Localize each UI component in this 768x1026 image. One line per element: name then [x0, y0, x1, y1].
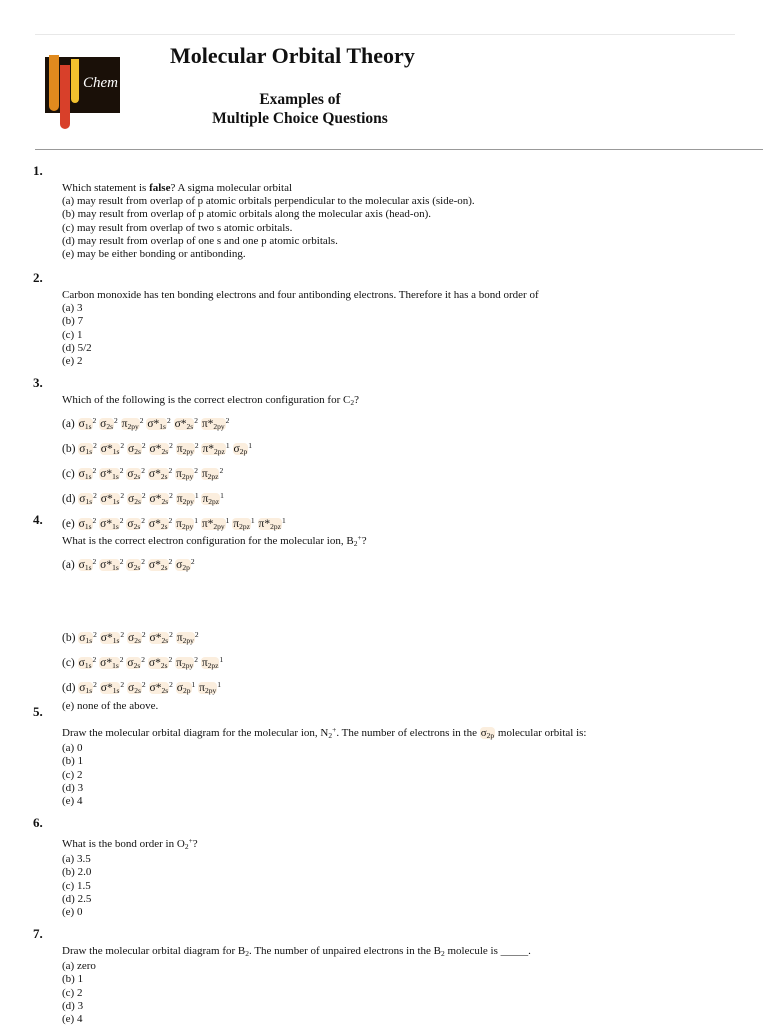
question-stem: Which of the following is the correct electron configuration for $C_2$? [62, 394, 359, 407]
answer-option-b: (b) 7 [62, 315, 84, 328]
answer-option-b: (b) 2.0 [62, 866, 92, 879]
question-number: 4. [33, 512, 43, 527]
question-4 [33, 512, 753, 577]
answer-option-d: (d) 5/2 [62, 341, 92, 354]
chem-logo [45, 55, 121, 131]
question-stem: What is the correct electron configuration for the molecular ion, $B_2^+$? [62, 533, 367, 548]
answer-option-a: (a) 3 [62, 302, 83, 315]
answer-option-b: (b) may result from overlap of p atomic orbitals along the molecular axis (head-on). [62, 208, 431, 221]
question-number: 2. [33, 270, 43, 285]
page-subtitle-line1: Examples of [259, 91, 341, 108]
answer-option-a: (a) may result from overlap of p atomic orbitals perpendicular to the molecular axis (side-on). [62, 195, 475, 208]
question-number: 3. [33, 375, 43, 390]
test-tube-icon [49, 55, 59, 111]
answer-option-a: (a) $\sigma_{1s}^2$ $\sigma*_{1s}^2$ $\sigma_{2s}^2$ $\sigma*_{2s}^2$ $\sigma_{2p}^2$ [62, 557, 195, 573]
question-4-options-continued [33, 620, 753, 713]
header-divider [35, 149, 763, 150]
answer-option-c: (c) 1 [62, 328, 83, 341]
answer-option-e: (e) none of the above. [62, 700, 159, 712]
answer-option-c: (c) $\sigma_{1s}^2$ $\sigma*_{1s}^2$ $\sigma_{2s}^2$ $\sigma*_{2s}^2$ $\pi_{2py}^2$ $\pi_{2pz}^1$ [62, 655, 224, 670]
answer-option-d: (d) may result from overlap of one s and one p atomic orbitals. [62, 234, 338, 247]
question-7 [33, 926, 753, 1026]
question-stem: What is the bond order in $O_2^+$? [62, 836, 198, 851]
top-divider [35, 34, 735, 35]
answer-option-a: (a) 0 [62, 742, 83, 755]
answer-option-e: (e) 4 [62, 1013, 83, 1026]
answer-option-b: (b) $\sigma_{1s}^2$ $\sigma*_{1s}^2$ $\sigma_{2s}^2$ $\sigma*_{2s}^2$ $\pi_{2py}^2$ $\pi*_{2pz}^1$ $\sigma_{2p}^1$ [62, 441, 252, 457]
answer-option-a: (a) $\sigma_{1s}^2$ $\sigma_{2s}^2$ $\pi_{2py}^2$ $\sigma*_{1s}^2$ $\sigma*_{2s}^2$ $\pi*_{2py}^2$ [62, 416, 230, 432]
question-stem: Draw the molecular orbital diagram for $B_2$. The number of unpaired electrons in the $B_2$ molecule is _____. [62, 945, 531, 958]
page-title: Molecular Orbital Theory [170, 43, 415, 68]
question-number: 6. [33, 815, 43, 830]
question-number: 7. [33, 926, 43, 941]
answer-option-b: (b) 1 [62, 973, 84, 986]
question-body [62, 182, 753, 261]
answer-option-e: (e) may be either bonding or antibonding. [62, 248, 246, 261]
question-body [62, 723, 753, 808]
answer-option-e: (e) 4 [62, 795, 83, 808]
question-5 [33, 704, 753, 808]
answer-option-c: (c) 2 [62, 768, 83, 781]
question-body [62, 834, 753, 919]
question-body [62, 531, 753, 577]
question-6 [33, 815, 753, 919]
answer-option-b: (b) 1 [62, 755, 84, 768]
question-stem: Which statement is false? A sigma molecular orbital [62, 182, 293, 194]
question-number: 5. [33, 704, 43, 719]
answer-option-e: (e) 0 [62, 906, 83, 919]
answer-option-d: (d) 3 [62, 999, 84, 1012]
question-body [62, 289, 753, 368]
answer-option-d: (d) 2.5 [62, 892, 92, 905]
question-stem: Carbon monoxide has ten bonding electrons and four antibonding electrons. Therefore it has a bond order of [62, 289, 539, 301]
answer-option-c: (c) $\sigma_{1s}^2$ $\sigma*_{1s}^2$ $\sigma_{2s}^2$ $\sigma*_{2s}^2$ $\pi_{2py}^2$ $\pi_{2pz}^2$ [62, 466, 224, 482]
question-stem: Draw the molecular orbital diagram for the molecular ion, $N_2^+$. The number of electrons in the $\sigma_{2p}$ molecular orbital is: [62, 725, 587, 740]
answer-option-c: (c) 1.5 [62, 879, 91, 892]
logo-text: Chem [83, 75, 118, 91]
question-body [62, 945, 753, 1026]
question-number: 1. [33, 163, 43, 178]
answer-option-e: (e) $\sigma_{1s}^2$ $\sigma*_{1s}^2$ $\sigma_{2s}^2$ $\sigma*_{2s}^2$ $\pi_{2py}^1$ $\pi*_{2py}^1$ $\pi_{2pz}^1$ $\pi*_{2pz}^1$ [62, 516, 286, 532]
answer-option-d: (d) $\sigma_{1s}^2$ $\sigma*_{1s}^2$ $\sigma_{2s}^2$ $\sigma*_{2s}^2$ $\sigma_{2p}^1$ $\pi_{2py}^1$ [62, 680, 221, 695]
answer-option-c: (c) may result from overlap of two s atomic orbitals. [62, 221, 293, 234]
question-2 [33, 270, 753, 368]
answer-option-d: (d) $\sigma_{1s}^2$ $\sigma*_{1s}^2$ $\sigma_{2s}^2$ $\sigma*_{2s}^2$ $\pi_{2py}^1$ $\pi_{2pz}^1$ [62, 491, 224, 507]
test-tube-icon [71, 59, 79, 103]
answer-option-a: (a) 3.5 [62, 853, 91, 866]
answer-option-e: (e) 2 [62, 355, 83, 368]
question-1 [33, 163, 753, 261]
answer-option-d: (d) 3 [62, 781, 84, 794]
answer-option-c: (c) 2 [62, 986, 83, 999]
answer-option-b: (b) $\sigma_{1s}^2$ $\sigma*_{1s}^2$ $\sigma_{2s}^2$ $\sigma*_{2s}^2$ $\pi_{2py}^2$ [62, 630, 199, 645]
answer-option-a: (a) zero [62, 960, 96, 973]
test-tube-icon [60, 65, 70, 129]
question-body [62, 625, 753, 713]
page-subtitle-line2: Multiple Choice Questions [212, 110, 388, 127]
emphasis-false: false [149, 182, 171, 194]
